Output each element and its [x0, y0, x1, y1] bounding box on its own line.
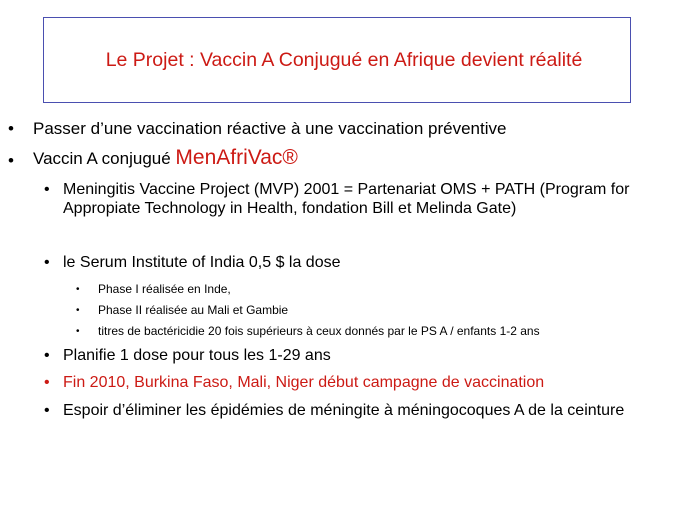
bullet-text: Passer d’une vaccination réactive à une vaccination préventive — [33, 119, 507, 138]
bullet-icon: • — [44, 402, 50, 419]
bullet-text-prefix: Vaccin A conjugué — [33, 149, 176, 168]
bullet-icon: • — [44, 347, 50, 364]
bullet-icon: • — [8, 151, 14, 170]
bullet-text: Phase I réalisée en Inde, — [98, 282, 231, 296]
bullet-text: le Serum Institute of India 0,5 $ la dose — [63, 254, 341, 271]
bullet-text: Phase II réalisée au Mali et Gambie — [98, 303, 289, 317]
bullet-text: Espoir d’éliminer les épidémies de méningite à méningocoques A de la ceinture — [63, 402, 625, 419]
bullet-icon: • — [44, 374, 50, 391]
brand-name: MenAfriVac® — [175, 146, 298, 169]
bullet-text: Planifie 1 dose pour tous les 1-29 ans — [63, 347, 331, 364]
bullet-text: Meningitis Vaccine Project (MVP) 2001 = Partenariat OMS + PATH (Program for Appropiate Technology in Health, fondation Bill et Melinda Gate) — [63, 181, 630, 217]
bullet-icon: • — [44, 254, 50, 271]
bullet-icon: • — [44, 181, 50, 198]
slide-title: Le Projet : Vaccin A Conjugué en Afrique devient réalité — [105, 48, 583, 71]
bullet-text: titres de bactéricidie 20 fois supérieurs à ceux donnés par le PS A / enfants 1-2 ans — [98, 324, 540, 338]
bullet-icon: • — [76, 326, 80, 337]
bullet-icon: • — [8, 119, 14, 138]
title-box — [43, 17, 631, 103]
bullet-icon: • — [76, 305, 80, 316]
bullet-text: Fin 2010, Burkina Faso, Mali, Niger début campagne de vaccination — [63, 374, 545, 391]
bullet-text — [33, 148, 673, 169]
bullet-icon: • — [76, 284, 80, 295]
